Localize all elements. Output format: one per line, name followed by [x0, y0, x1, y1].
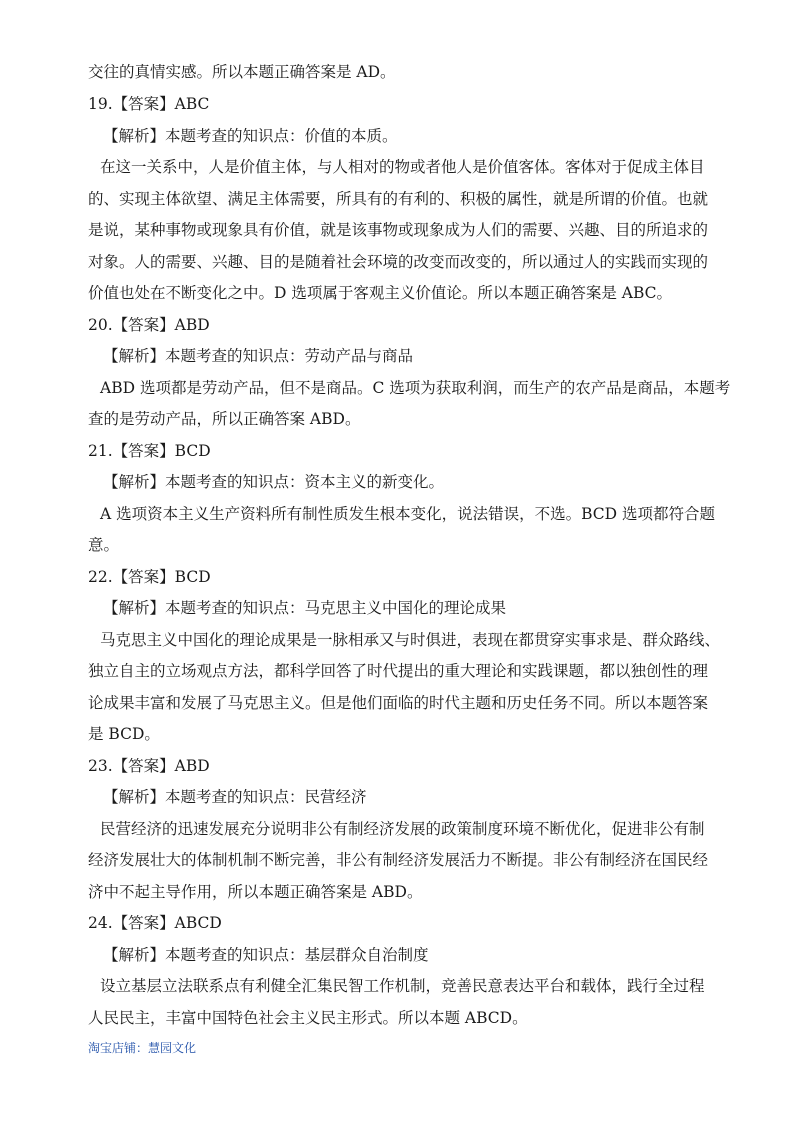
body-line: 是说，某种事物或现象具有价值，就是该事物或现象成为人们的需要、兴趣、目的所追求的	[88, 221, 709, 239]
body-line: 查的是劳动产品，所以正确答案 ABD。	[88, 410, 361, 428]
body-line: 是 BCD。	[88, 725, 160, 743]
body-line: 意。	[88, 536, 120, 554]
body-line: 民营经济的迅速发展充分说明非公有制经济发展的政策制度环境不断优化，促进非公有制	[100, 820, 705, 838]
body-line: 论成果丰富和发展了马克思主义。但是他们面临的时代主题和历史任务不同。所以本题答案	[88, 694, 709, 712]
body-line: 济中不起主导作用，所以本题正确答案是 ABD。	[88, 883, 423, 901]
explanation-line-21: 【解析】本题考查的知识点：资本主义的新变化。	[103, 473, 445, 491]
body-line: 在这一关系中，人是价值主体，与人相对的物或者他人是价值客体。客体对于促成主体目	[100, 158, 705, 176]
body-line: 设立基层立法联系点有利健全汇集民智工作机制，竞善民意表达平台和载体，践行全过程	[100, 977, 705, 995]
body-line: 马克思主义中国化的理论成果是一脉相承又与时俱进，表现在都贯穿实事求是、群众路线、	[100, 631, 721, 649]
body-line: 的、实现主体欲望、满足主体需要，所具有的有利的、积极的属性，就是所谓的价值。也就	[88, 190, 709, 208]
explanation-line-23: 【解析】本题考查的知识点：民营经济	[103, 788, 367, 806]
answer-line-22: 22.【答案】BCD	[88, 568, 211, 586]
body-line: 对象。人的需要、兴趣、目的是随着社会环境的改变而改变的，所以通过人的实践而实现的	[88, 253, 709, 271]
body-line: A 选项资本主义生产资料所有制性质发生根本变化，说法错误，不选。BCD 选项都符合题	[100, 505, 716, 523]
body-line: 价值也处在不断变化之中。D 选项属于客观主义价值论。所以本题正确答案是 ABC。	[88, 284, 673, 302]
answer-line-20: 20.【答案】ABD	[88, 316, 210, 334]
body-line: 人民民主，丰富中国特色社会主义民主形式。所以本题 ABCD。	[88, 1009, 528, 1027]
body-line: 独立自主的立场观点方法，都科学回答了时代提出的重大理论和实践课题，都以独创性的理	[88, 662, 709, 680]
shop-footer-text: 淘宝店铺：慧园文化	[88, 1041, 197, 1055]
body-line: ABD 选项都是劳动产品，但不是商品。C 选项为获取利润，而生产的农产品是商品，本题考	[100, 379, 731, 397]
answer-line-23: 23.【答案】ABD	[88, 757, 210, 775]
answer-line-19: 19.【答案】ABC	[88, 95, 210, 113]
text-line: 交往的真情实感。所以本题正确答案是 AD。	[88, 63, 396, 81]
explanation-line-24: 【解析】本题考查的知识点：基层群众自治制度	[103, 946, 429, 964]
body-line: 经济发展壮大的体制机制不断完善，非公有制经济发展活力不断提。非公有制经济在国民经	[88, 851, 709, 869]
explanation-line-19: 【解析】本题考查的知识点：价值的本质。	[103, 127, 398, 145]
explanation-line-22: 【解析】本题考查的知识点：马克思主义中国化的理论成果	[103, 599, 507, 617]
answer-line-24: 24.【答案】ABCD	[88, 914, 222, 932]
answer-line-21: 21.【答案】BCD	[88, 442, 211, 460]
explanation-line-20: 【解析】本题考查的知识点：劳动产品与商品	[103, 347, 414, 365]
